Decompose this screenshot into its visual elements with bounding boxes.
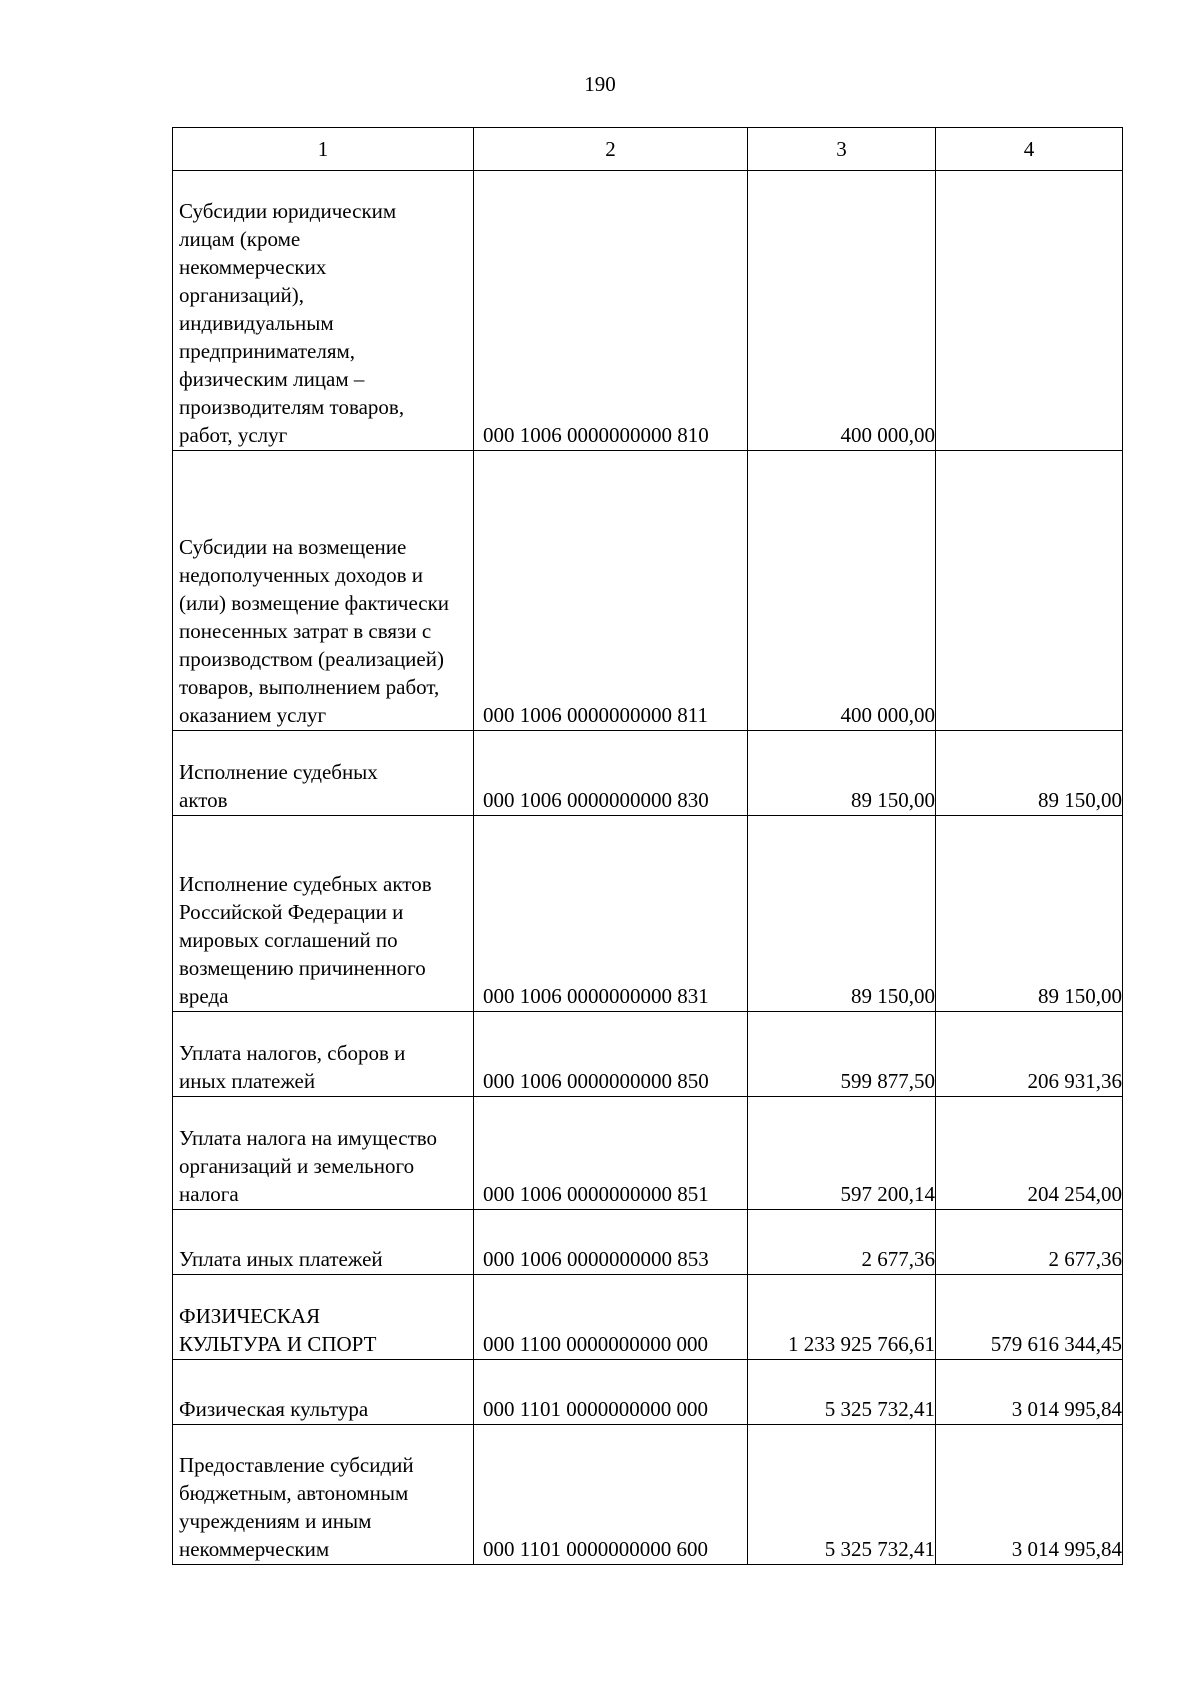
table-row (173, 451, 1123, 731)
row-code: 000 1006 0000000000 810 (474, 171, 748, 451)
row-name-text: Физическая культура (179, 1397, 369, 1421)
table-header-row (173, 128, 1123, 171)
page-number: 190 (584, 72, 616, 96)
row-plan: 2 677,36 (748, 1210, 936, 1275)
row-name (173, 731, 474, 816)
row-name-text: Исполнение судебных актов Российской Федерации и мировых соглашений по возмещению причиненного вреда (179, 872, 432, 1008)
row-code: 000 1006 0000000000 831 (474, 816, 748, 1012)
table-row (173, 1210, 1123, 1275)
row-code: 000 1006 0000000000 850 (474, 1012, 748, 1097)
row-name (173, 1275, 474, 1360)
row-fact: 89 150,00 (936, 816, 1123, 1012)
row-code: 000 1006 0000000000 811 (474, 451, 748, 731)
row-name (173, 171, 474, 451)
row-fact: 204 254,00 (936, 1097, 1123, 1210)
table-row (173, 731, 1123, 816)
row-code: 000 1006 0000000000 830 (474, 731, 748, 816)
row-name (173, 1360, 474, 1425)
column-header: 3 (748, 128, 936, 171)
row-name-text: Субсидии юридическим лицам (кроме некоммерческих организаций), индивидуальным предпринимателям, физическим лицам – производителям товаров, работ, услуг (179, 199, 405, 447)
row-code: 000 1006 0000000000 853 (474, 1210, 748, 1275)
row-name-text: Уплата налогов, сборов и иных платежей (179, 1041, 406, 1093)
table-row (173, 1097, 1123, 1210)
row-name-text: Предоставление субсидий бюджетным, автономным учреждениям и иным некоммерческим (179, 1453, 414, 1561)
row-name (173, 451, 474, 731)
row-name-text: Субсидии на возмещение недополученных доходов и (или) возмещение фактически понесенных затрат в связи с производством (реализацией) товаров, выполнением работ, оказанием услуг (179, 535, 450, 727)
table-row (173, 1425, 1123, 1565)
row-plan: 599 877,50 (748, 1012, 936, 1097)
row-fact: 2 677,36 (936, 1210, 1123, 1275)
row-code: 000 1101 0000000000 600 (474, 1425, 748, 1565)
row-name-text: ФИЗИЧЕСКАЯ КУЛЬТУРА И СПОРТ (179, 1304, 377, 1356)
row-fact (936, 171, 1123, 451)
row-code: 000 1101 0000000000 000 (474, 1360, 748, 1425)
row-fact: 579 616 344,45 (936, 1275, 1123, 1360)
row-name (173, 1097, 474, 1210)
table-row (173, 1012, 1123, 1097)
row-fact: 3 014 995,84 (936, 1425, 1123, 1565)
row-fact: 206 931,36 (936, 1012, 1123, 1097)
row-name-text: Уплата налога на имущество организаций и земельного налога (179, 1126, 438, 1206)
budget-table (172, 127, 1123, 1565)
row-code: 000 1100 0000000000 000 (474, 1275, 748, 1360)
row-plan: 89 150,00 (748, 816, 936, 1012)
row-plan: 89 150,00 (748, 731, 936, 816)
row-name (173, 1210, 474, 1275)
row-plan: 597 200,14 (748, 1097, 936, 1210)
row-fact: 3 014 995,84 (936, 1360, 1123, 1425)
column-header: 1 (173, 128, 474, 171)
row-name-text: Исполнение судебных актов (179, 760, 378, 812)
row-plan: 5 325 732,41 (748, 1425, 936, 1565)
row-plan: 1 233 925 766,61 (748, 1275, 936, 1360)
row-code: 000 1006 0000000000 851 (474, 1097, 748, 1210)
column-header: 4 (936, 128, 1123, 171)
row-name (173, 1012, 474, 1097)
table-row (173, 171, 1123, 451)
row-plan: 5 325 732,41 (748, 1360, 936, 1425)
row-name (173, 816, 474, 1012)
column-header: 2 (474, 128, 748, 171)
table-row (173, 816, 1123, 1012)
row-fact (936, 451, 1123, 731)
row-plan: 400 000,00 (748, 171, 936, 451)
row-name (173, 1425, 474, 1565)
table-row (173, 1360, 1123, 1425)
row-fact: 89 150,00 (936, 731, 1123, 816)
row-name-text: Уплата иных платежей (179, 1247, 383, 1271)
table-row (173, 1275, 1123, 1360)
row-plan: 400 000,00 (748, 451, 936, 731)
